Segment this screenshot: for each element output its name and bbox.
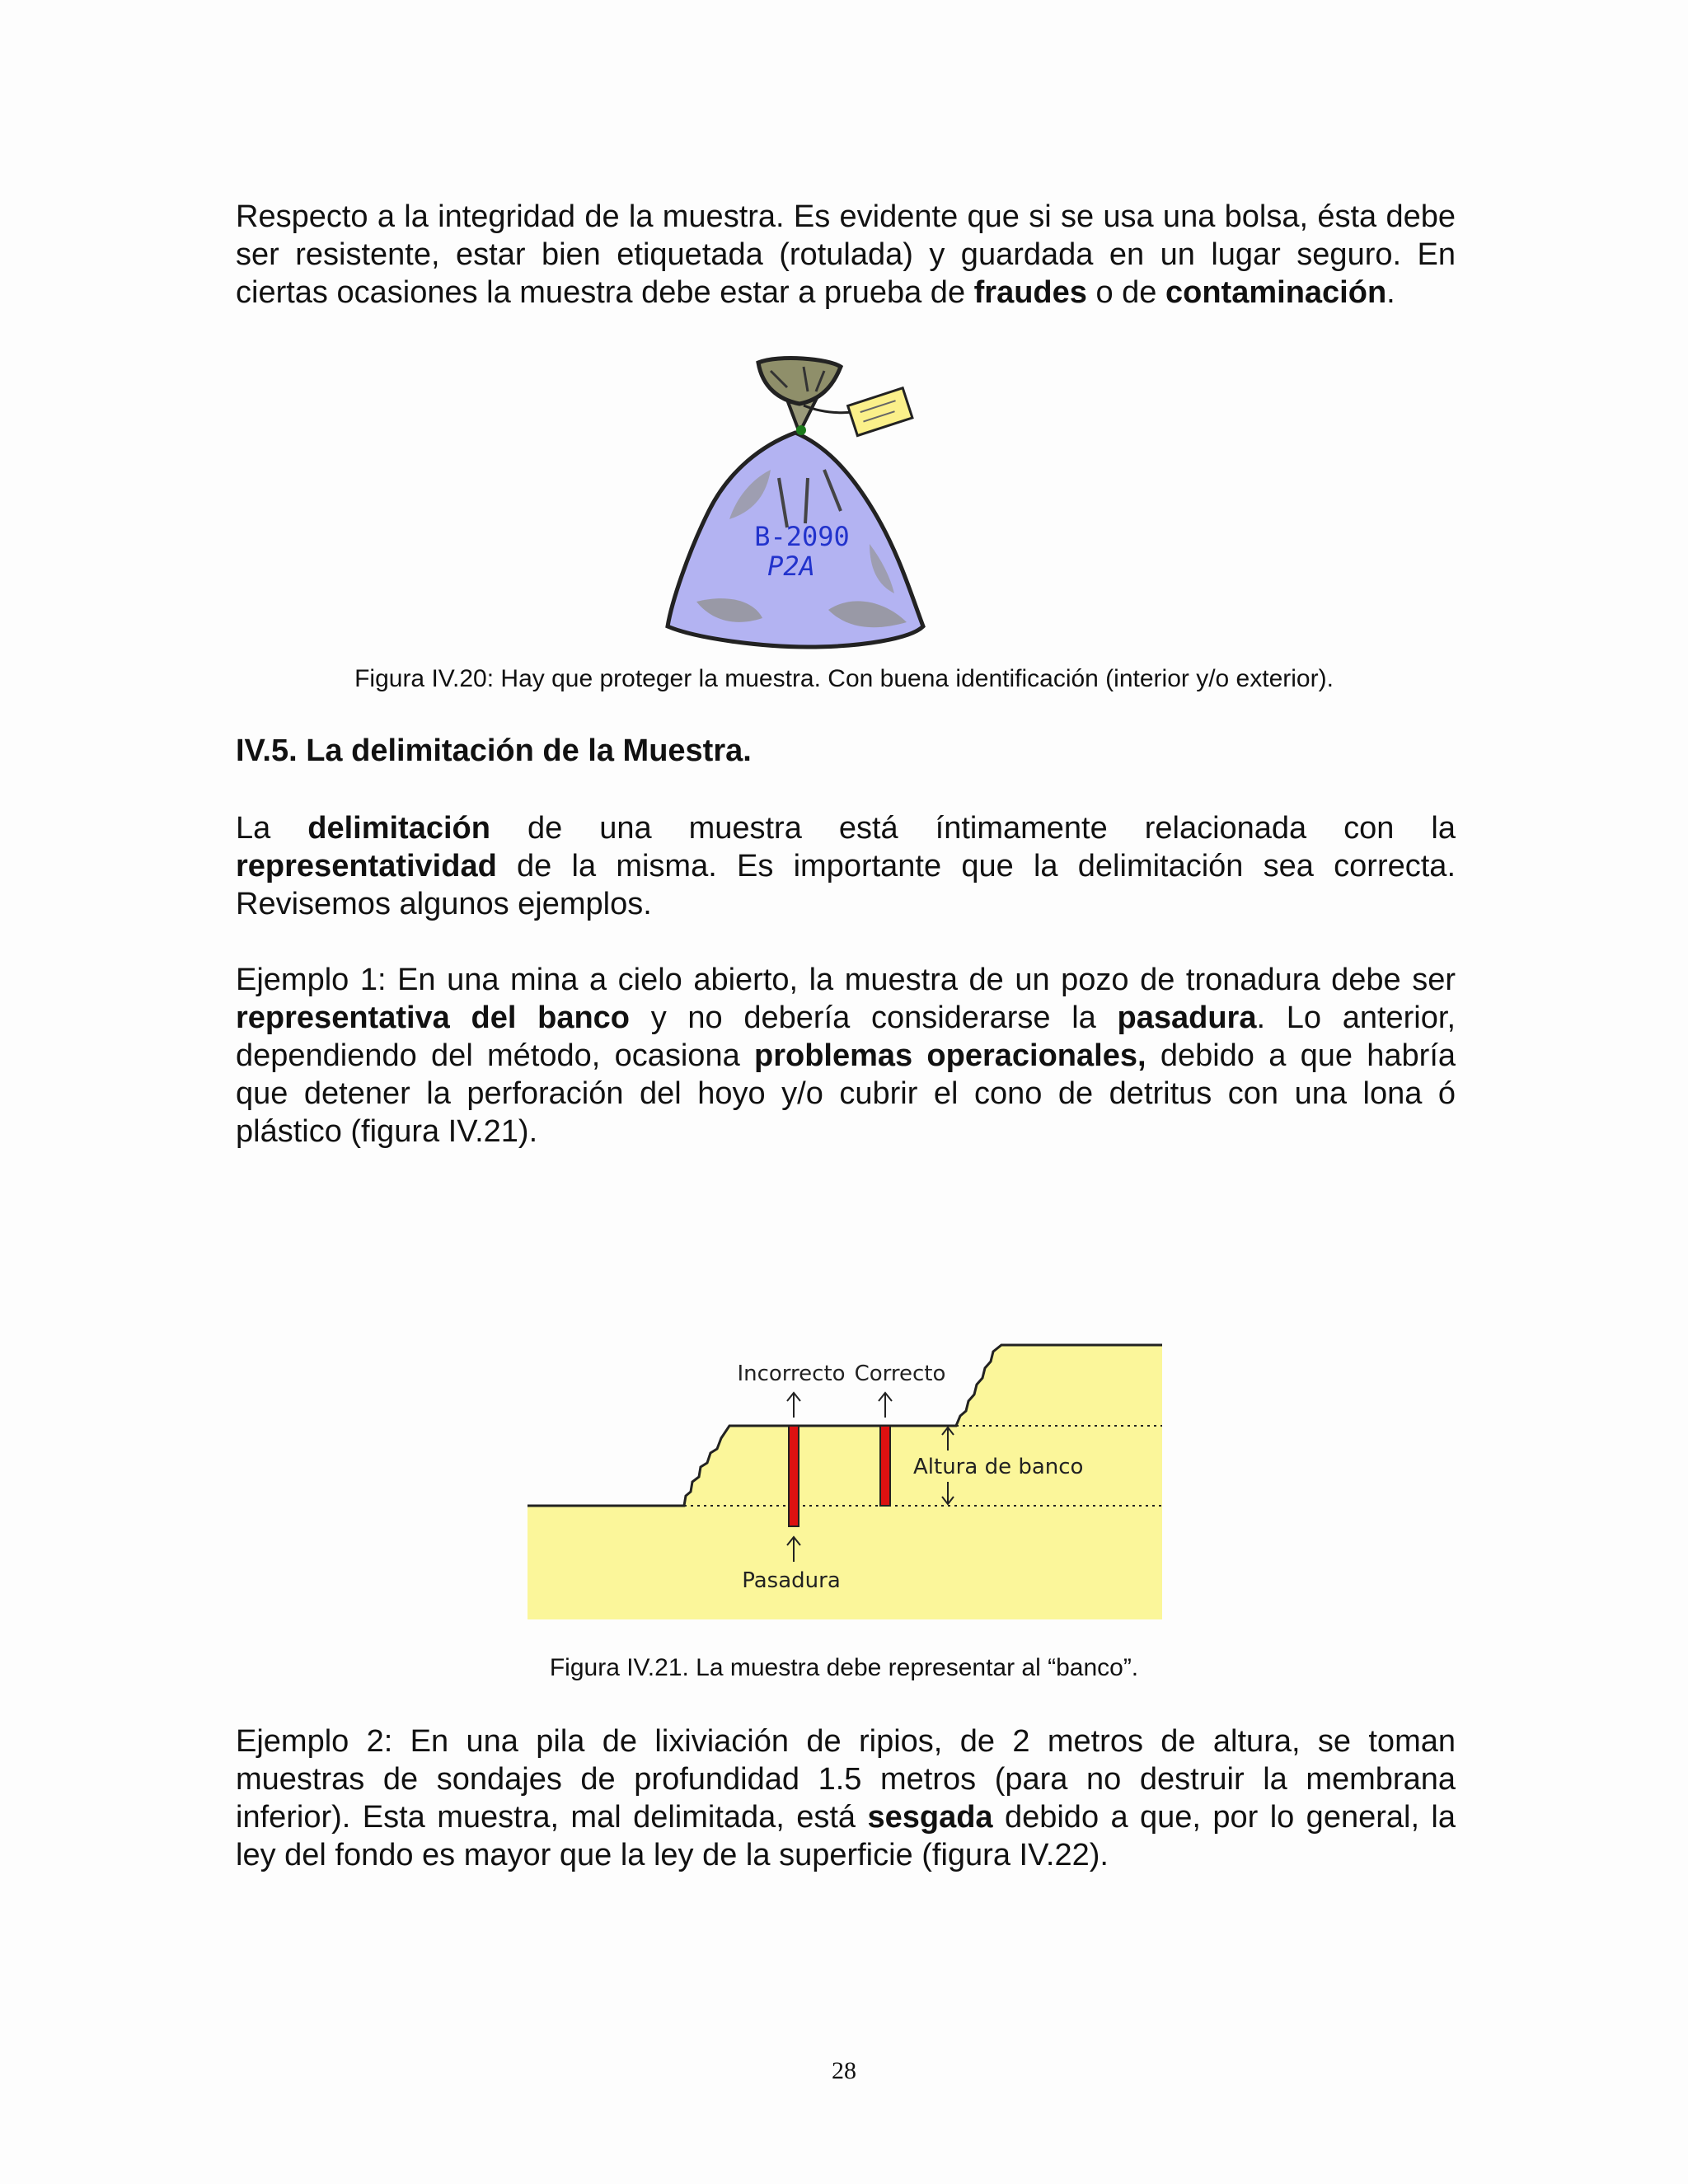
bold-term-contaminacion: contaminación [1165,275,1387,310]
arrow-up-icon [787,1393,800,1418]
bold-term-delimitacion: delimitación [307,811,490,846]
section-heading: IV.5. La delimitación de la Muestra. [236,733,752,768]
paragraph-delimitation [236,809,1456,923]
hole-correct [880,1426,890,1506]
figure-caption-iv21: Figura IV.21. La muestra debe representar al “banco”. [549,1654,1139,1681]
label-bench-height: Altura de banco [913,1455,1084,1479]
bold-term-problemas-operacionales: problemas operacionales, [753,1038,1146,1073]
bag-code-line2: P2A [767,551,815,582]
text-run: La [236,811,308,846]
text-run: Ejemplo 2: En una pila de lixiviación de ripios, de 2 metros de altura, se toman muestras de sondajes de profundidad 1.5 metros (para no destruir la membrana inferior). Esta muestra, mal delimitada, está [236,1724,1456,1835]
text-run: y no debería considerarse la [630,1001,1118,1035]
label-subdrill: Pasadura [742,1568,841,1593]
text-run: Ejemplo 1: En una mina a cielo abierto, la muestra de un pozo de tronadura debe ser [236,963,1456,997]
label-incorrect: Incorrecto [737,1361,846,1386]
arrow-up-icon [879,1393,892,1418]
bag-code-line1: B-2090 [754,521,850,552]
sample-bag-illustration [663,354,935,655]
bold-term-representatividad: representatividad [236,849,497,883]
paragraph-example-1 [236,961,1456,1151]
label-correct: Correcto [854,1361,946,1386]
text-run: debido a que habría que detener la perforación del hoyo y/o cubrir el cono de detritus con una lona ó plástico (figura IV.21). [236,1038,1456,1149]
text-run: de la misma. Es importante que la delimitación sea correcta. Revisemos algunos ejemplos. [236,849,1456,921]
bold-term-fraudes: fraudes [973,275,1087,310]
paragraph-example-2 [236,1722,1456,1874]
text-run: de una muestra está íntimamente relacionada con la [490,811,1456,846]
paragraph-sample-integrity [236,198,1456,312]
text-run: debido a que, por lo general, la ley del fondo es mayor que la ley de la superficie (figura IV.22). [236,1800,1456,1872]
text-run: . Lo anterior, dependiendo del método, ocasiona [236,1001,1456,1073]
bold-term-sesgada: sesgada [867,1800,993,1835]
text-run: o de [1086,275,1165,310]
figure-caption-iv20: Figura IV.20: Hay que proteger la muestra. Con buena identificación (interior y/o exterior). [354,665,1334,692]
page-number: 28 [832,2057,856,2084]
bold-term-pasadura: pasadura [1117,1001,1257,1035]
bold-term-representativa-del-banco: representativa del banco [236,1001,631,1035]
text-run: Respecto a la integridad de la muestra. Es evidente que si se usa una bolsa, ésta debe ser resistente, estar bien etiquetada (rotulada) y guardada en un lugar seguro. En ciertas ocasiones la muestra debe estar a prueba de [236,199,1456,310]
hole-incorrect [789,1426,799,1526]
bench-diagram [528,1335,1162,1624]
text-run: . [1386,275,1395,310]
